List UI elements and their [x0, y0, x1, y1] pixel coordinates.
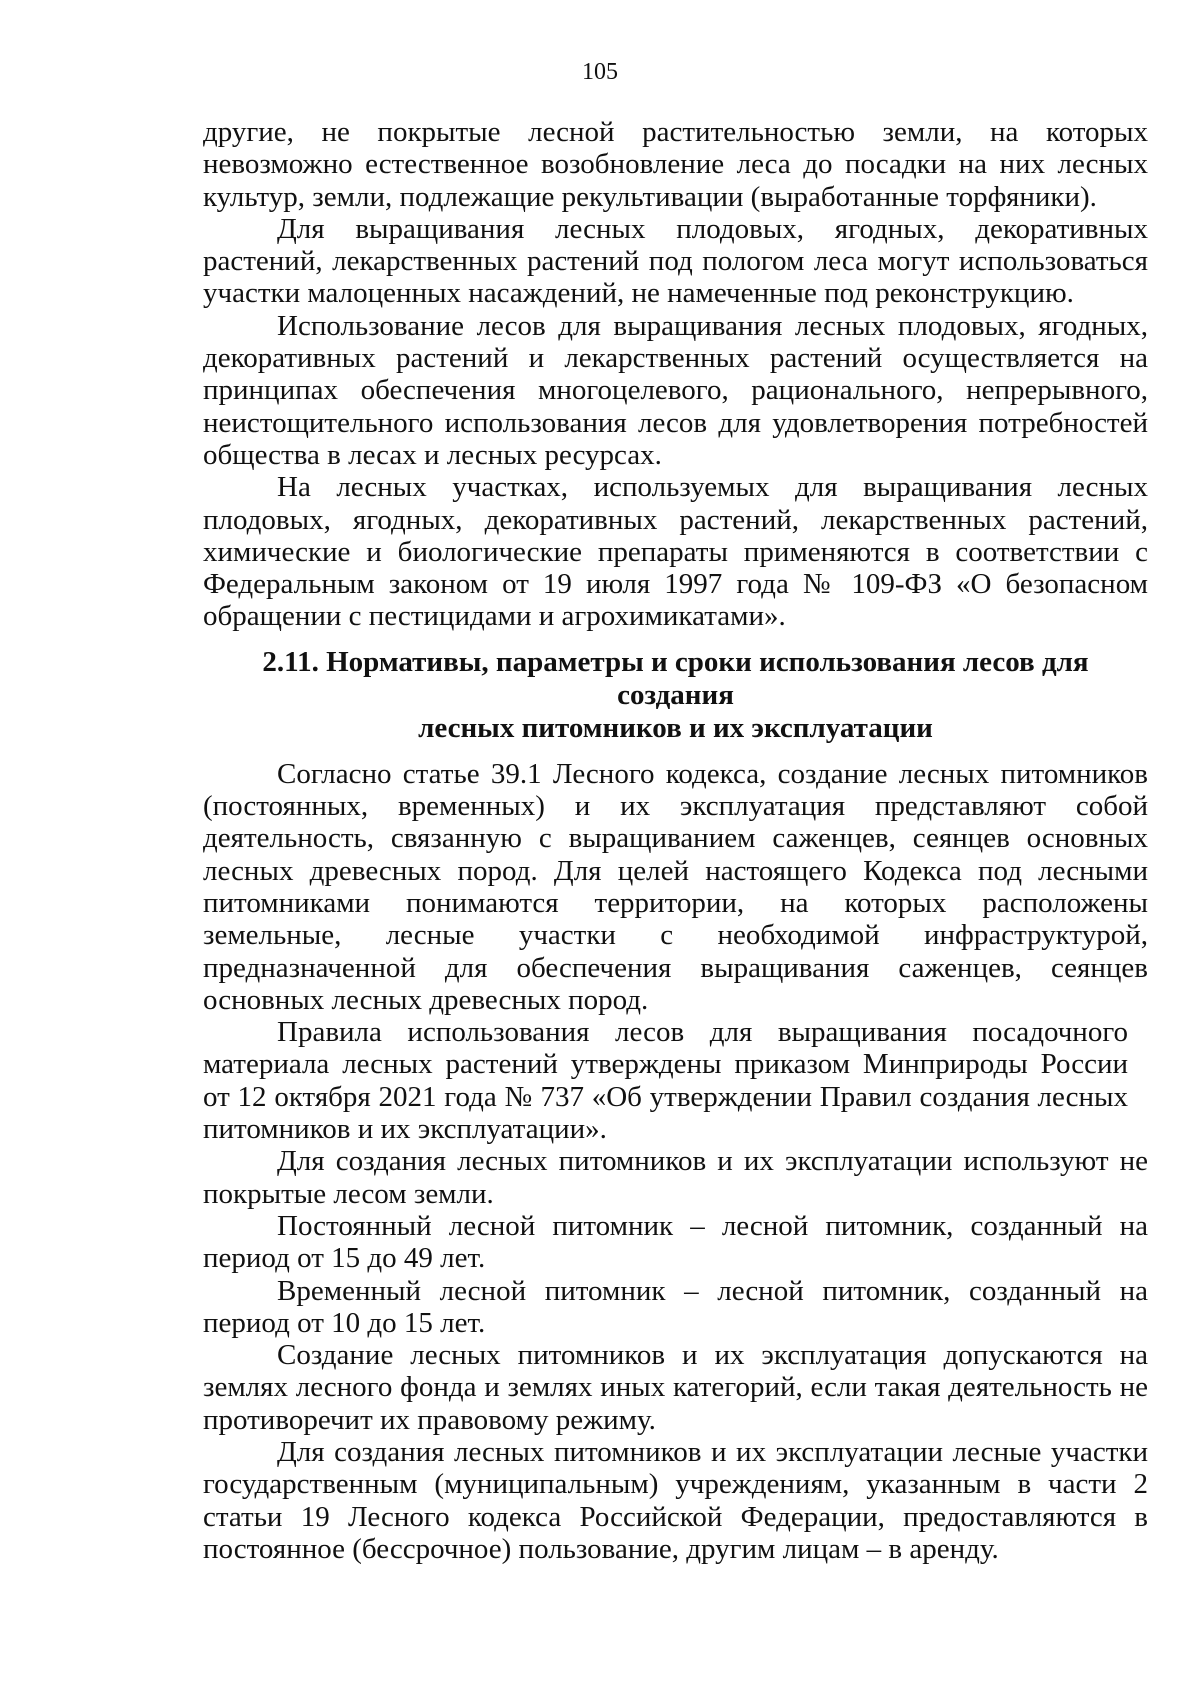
paragraph: Для создания лесных питомников и их эксплуатации используют не покрытые лесом земли.	[203, 1145, 1148, 1210]
paragraph: Использование лесов для выращивания лесных плодовых, ягодных, декоративных растений и лекарственных растений осуществляется на принципах обеспечения многоцелевого, рационального, непрерывного, неистощительного использования лесов для удовлетворения потребностей общества в лесах и лесных ресурсах.	[203, 309, 1148, 471]
paragraph-continuation: другие, не покрытые лесной растительностью земли, на которых невозможно естественное возобновление леса до посадки на них лесных культур, земли, подлежащие рекультивации (выработанные торфяники).	[203, 116, 1148, 213]
paragraph: Создание лесных питомников и их эксплуатация допускаются на землях лесного фонда и землях иных категорий, если такая деятельность не противоречит их правовому режиму.	[203, 1339, 1148, 1436]
page-number: 105	[582, 59, 618, 85]
section-heading-line-1: 2.11. Нормативы, параметры и сроки использования лесов для создания	[262, 645, 1089, 711]
paragraph: На лесных участках, используемых для выращивания лесных плодовых, ягодных, декоративных растений, лекарственных растений, химические и биологические препараты применяются в соответствии с Федеральным законом от 19 июля 1997 года № 109-ФЗ «О безопасном обращении с пестицидами и агрохимикатами».	[203, 471, 1148, 633]
paragraph: Для создания лесных питомников и их эксплуатации лесные участки государственным (муниципальным) учреждениям, указанным в части 2 статьи 19 Лесного кодекса Российской Федерации, предоставляются в постоянное (бессрочное) пользование, другим лицам – в аренду.	[203, 1435, 1148, 1565]
paragraph: Согласно статье 39.1 Лесного кодекса, создание лесных питомников (постоянных, временных) и их эксплуатация представляют собой деятельность, связанную с выращиванием саженцев, сеянцев основных лесных древесных пород. Для целей настоящего Кодекса под лесными питомниками понимаются территории, на которых расположены земельные, лесные участки с необходимой инфраструктурой, предназначенной для обеспечения выращивания саженцев, сеянцев основных лесных древесных пород.	[203, 757, 1148, 1016]
paragraph: Для выращивания лесных плодовых, ягодных, декоративных растений, лекарственных растений под пологом леса могут использоваться участки малоценных насаждений, не намеченные под реконструкцию.	[203, 212, 1148, 310]
section-heading-line-2: лесных питомников и их эксплуатации	[418, 711, 933, 744]
paragraph: Постоянный лесной питомник – лесной питомник, созданный на период от 15 до 49 лет.	[203, 1209, 1148, 1275]
paragraph: Правила использования лесов для выращивания посадочного материала лесных растений утверждены приказом Минприроды России от 12 октября 2021 года № 737 «Об утверждении Правил создания лесных питомников и их эксплуатации».	[203, 1016, 1128, 1146]
paragraph: Временный лесной питомник – лесной питомник, созданный на период от 10 до 15 лет.	[203, 1274, 1148, 1339]
section-heading	[203, 646, 1148, 745]
document-body	[203, 116, 1148, 1565]
